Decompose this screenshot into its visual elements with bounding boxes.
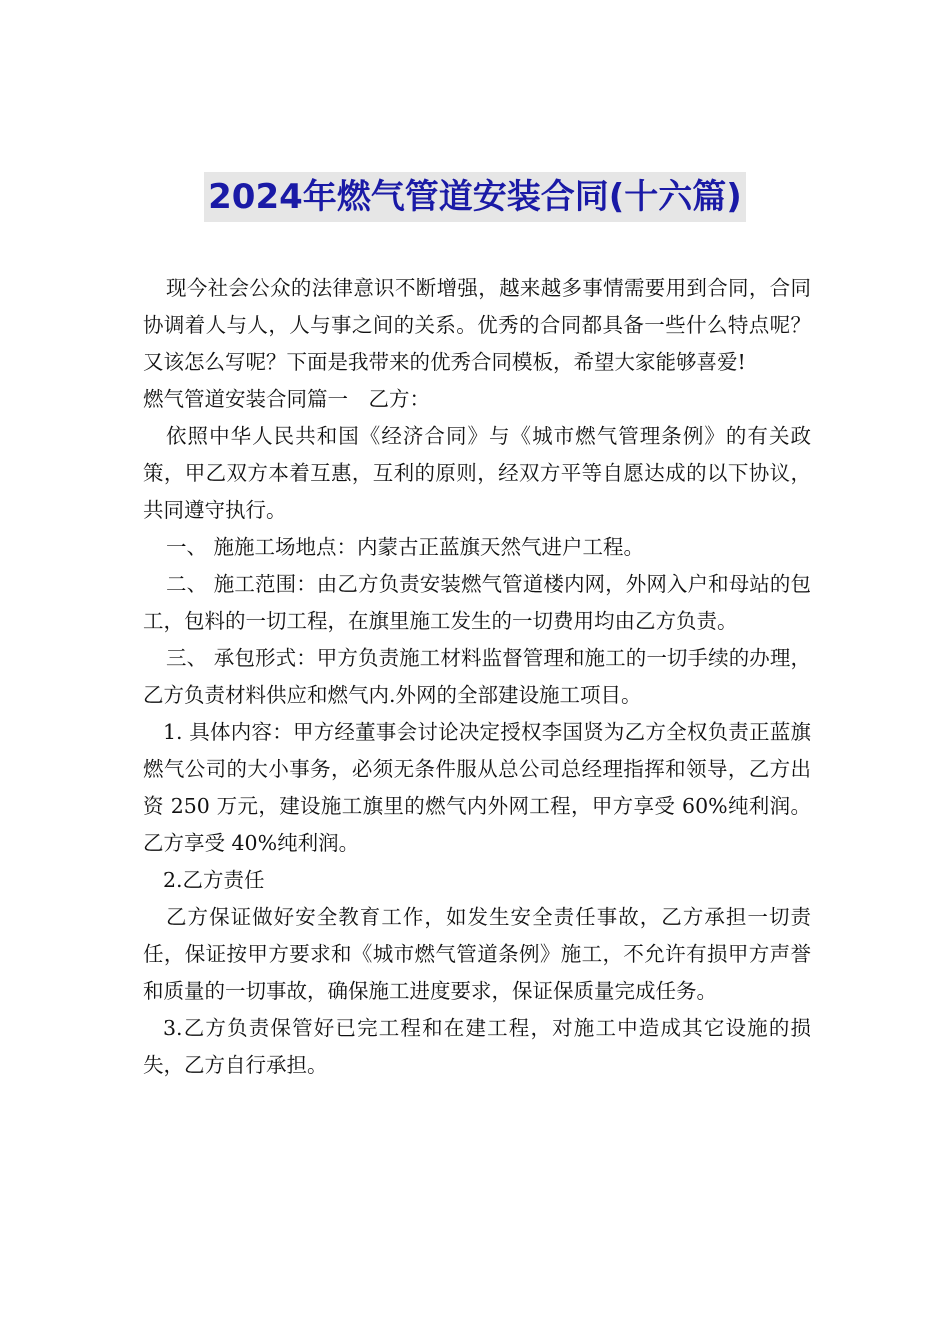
document-title: 2024年燃气管道安装合同(十六篇) [204, 172, 746, 222]
clause-one: 一、 施施工场地点：内蒙古正蓝旗天然气进户工程。 [166, 535, 645, 559]
intro-paragraph: 现今社会公众的法律意识不断增强，越来越多事情需要用到合同，合同协调着人与人，人与事之间的关系。优秀的合同都具备一些什么特点呢？又该怎么写呢？下面是我带来的优秀合同模板，希望大家能够喜爱! [143, 276, 811, 374]
clause-item-1: 1. 具体内容：甲方经董事会讨论决定授权李国贤为乙方全权负责正蓝旗燃气公司的大小事务，必须无条件服从总公司总经理指挥和领导，乙方出资 250 万元，建设施工旗里的燃气内外网工程，甲方享受 60%纯利润。乙方享受 40%纯利润。 [143, 720, 811, 855]
clause-two: 二、 施工范围：由乙方负责安装燃气管道楼内网，外网入户和母站的包工，包料的一切工程，在旗里施工发生的一切费用均由乙方负责。 [143, 572, 811, 633]
clause-item-2-heading: 2.乙方责任 [163, 868, 265, 892]
document-body [143, 270, 811, 1084]
preamble-paragraph: 依照中华人民共和国《经济合同》与《城市燃气管理条例》的有关政策，甲乙双方本着互惠，互利的原则，经双方平等自愿达成的以下协议，共同遵守执行。 [143, 424, 811, 522]
clause-item-2-body: 乙方保证做好安全教育工作，如发生安全责任事故，乙方承担一切责任，保证按甲方要求和《城市燃气管道条例》施工，不允许有损甲方声誉和质量的一切事故，确保施工进度要求，保证保质量完成任务。 [143, 905, 811, 1003]
section-heading: 燃气管道安装合同篇一 乙方： [143, 387, 430, 411]
clause-three: 三、 承包形式：甲方负责施工材料监督管理和施工的一切手续的办理，乙方负责材料供应和燃气内.外网的全部建设施工项目。 [143, 646, 811, 707]
clause-item-3: 3.乙方负责保管好已完工程和在建工程，对施工中造成其它设施的损失，乙方自行承担。 [143, 1016, 811, 1077]
title-container [0, 172, 950, 222]
